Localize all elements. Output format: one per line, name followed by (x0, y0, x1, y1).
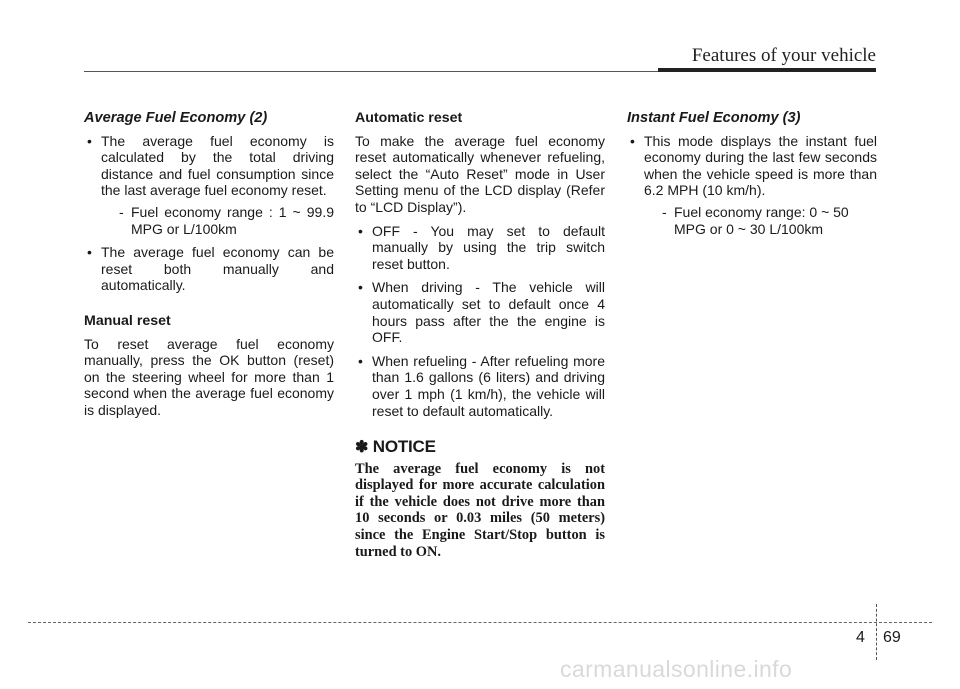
instant-fuel-economy-heading: Instant Fuel Economy (3) (627, 110, 801, 126)
sub-item: - Fuel economy range: 0 ~ 50 MPG or 0 ~ 30 L/100km (644, 204, 877, 237)
sub-item: - Fuel economy range : 1 ~ 99.9 MPG or L/100km (101, 204, 334, 237)
list-item: • The average fuel economy can be reset both manually and automatically. (84, 244, 334, 294)
automatic-reset-body: To make the average fuel economy reset automatically whenever refueling, select the “Auto Reset” mode in User Setting menu of the LCD display (Refer to “LCD Display”). (355, 132, 605, 215)
manual-reset-heading: Manual reset (84, 312, 171, 329)
column-2 (355, 110, 605, 560)
list-item (84, 133, 334, 238)
bullet-text: The average fuel economy is calculated by the total driving distance and fuel consumption since the last average fuel economy reset. (101, 132, 334, 199)
header-rule-accent (658, 68, 876, 72)
bullet-text: This mode displays the instant fuel economy during the last few seconds when the vehicle speed is more than 6.2 MPH (10 km/h). (644, 132, 877, 199)
automatic-reset-heading: Automatic reset (355, 110, 463, 126)
notice-title: NOTICE (372, 437, 436, 457)
section-title: Features of your vehicle (691, 45, 876, 66)
column-3 (627, 110, 877, 244)
footer-rule (28, 622, 932, 623)
automatic-reset-list (355, 223, 605, 420)
notice-heading (355, 439, 605, 457)
list-item (627, 133, 877, 238)
instant-fuel-economy-list (627, 133, 877, 238)
notice-star-icon: ✽ (355, 439, 369, 457)
column-1 (84, 110, 334, 426)
manual-reset-body: To reset average fuel economy manually, press the OK button (reset) on the steering wheel for more than 1 second when the average fuel economy is displayed. (84, 335, 334, 418)
page-number: 69 (883, 629, 901, 646)
watermark: carmanualsonline.info (560, 656, 793, 682)
chapter-number: 4 (856, 629, 865, 646)
average-fuel-economy-list (84, 133, 334, 294)
list-item: • When driving - The vehicle will automatically set to default once 4 hours pass after the the engine is OFF. (355, 279, 605, 345)
list-item: • OFF - You may set to default manually by using the trip switch reset button. (355, 223, 605, 273)
notice-body: The average fuel economy is not displayed for more accurate calculation if the vehicle does not drive more than 10 seconds or 0.03 miles (50 meters) since the Engine Start/Stop button is turned to ON. (355, 460, 605, 560)
average-fuel-economy-heading: Average Fuel Economy (2) (84, 110, 268, 126)
page-number-divider (876, 604, 877, 660)
list-item: • When refueling - After refueling more than 1.6 gallons (6 liters) and driving over 1 mph (1 km/h), the vehicle will reset to default automatically. (355, 353, 605, 419)
